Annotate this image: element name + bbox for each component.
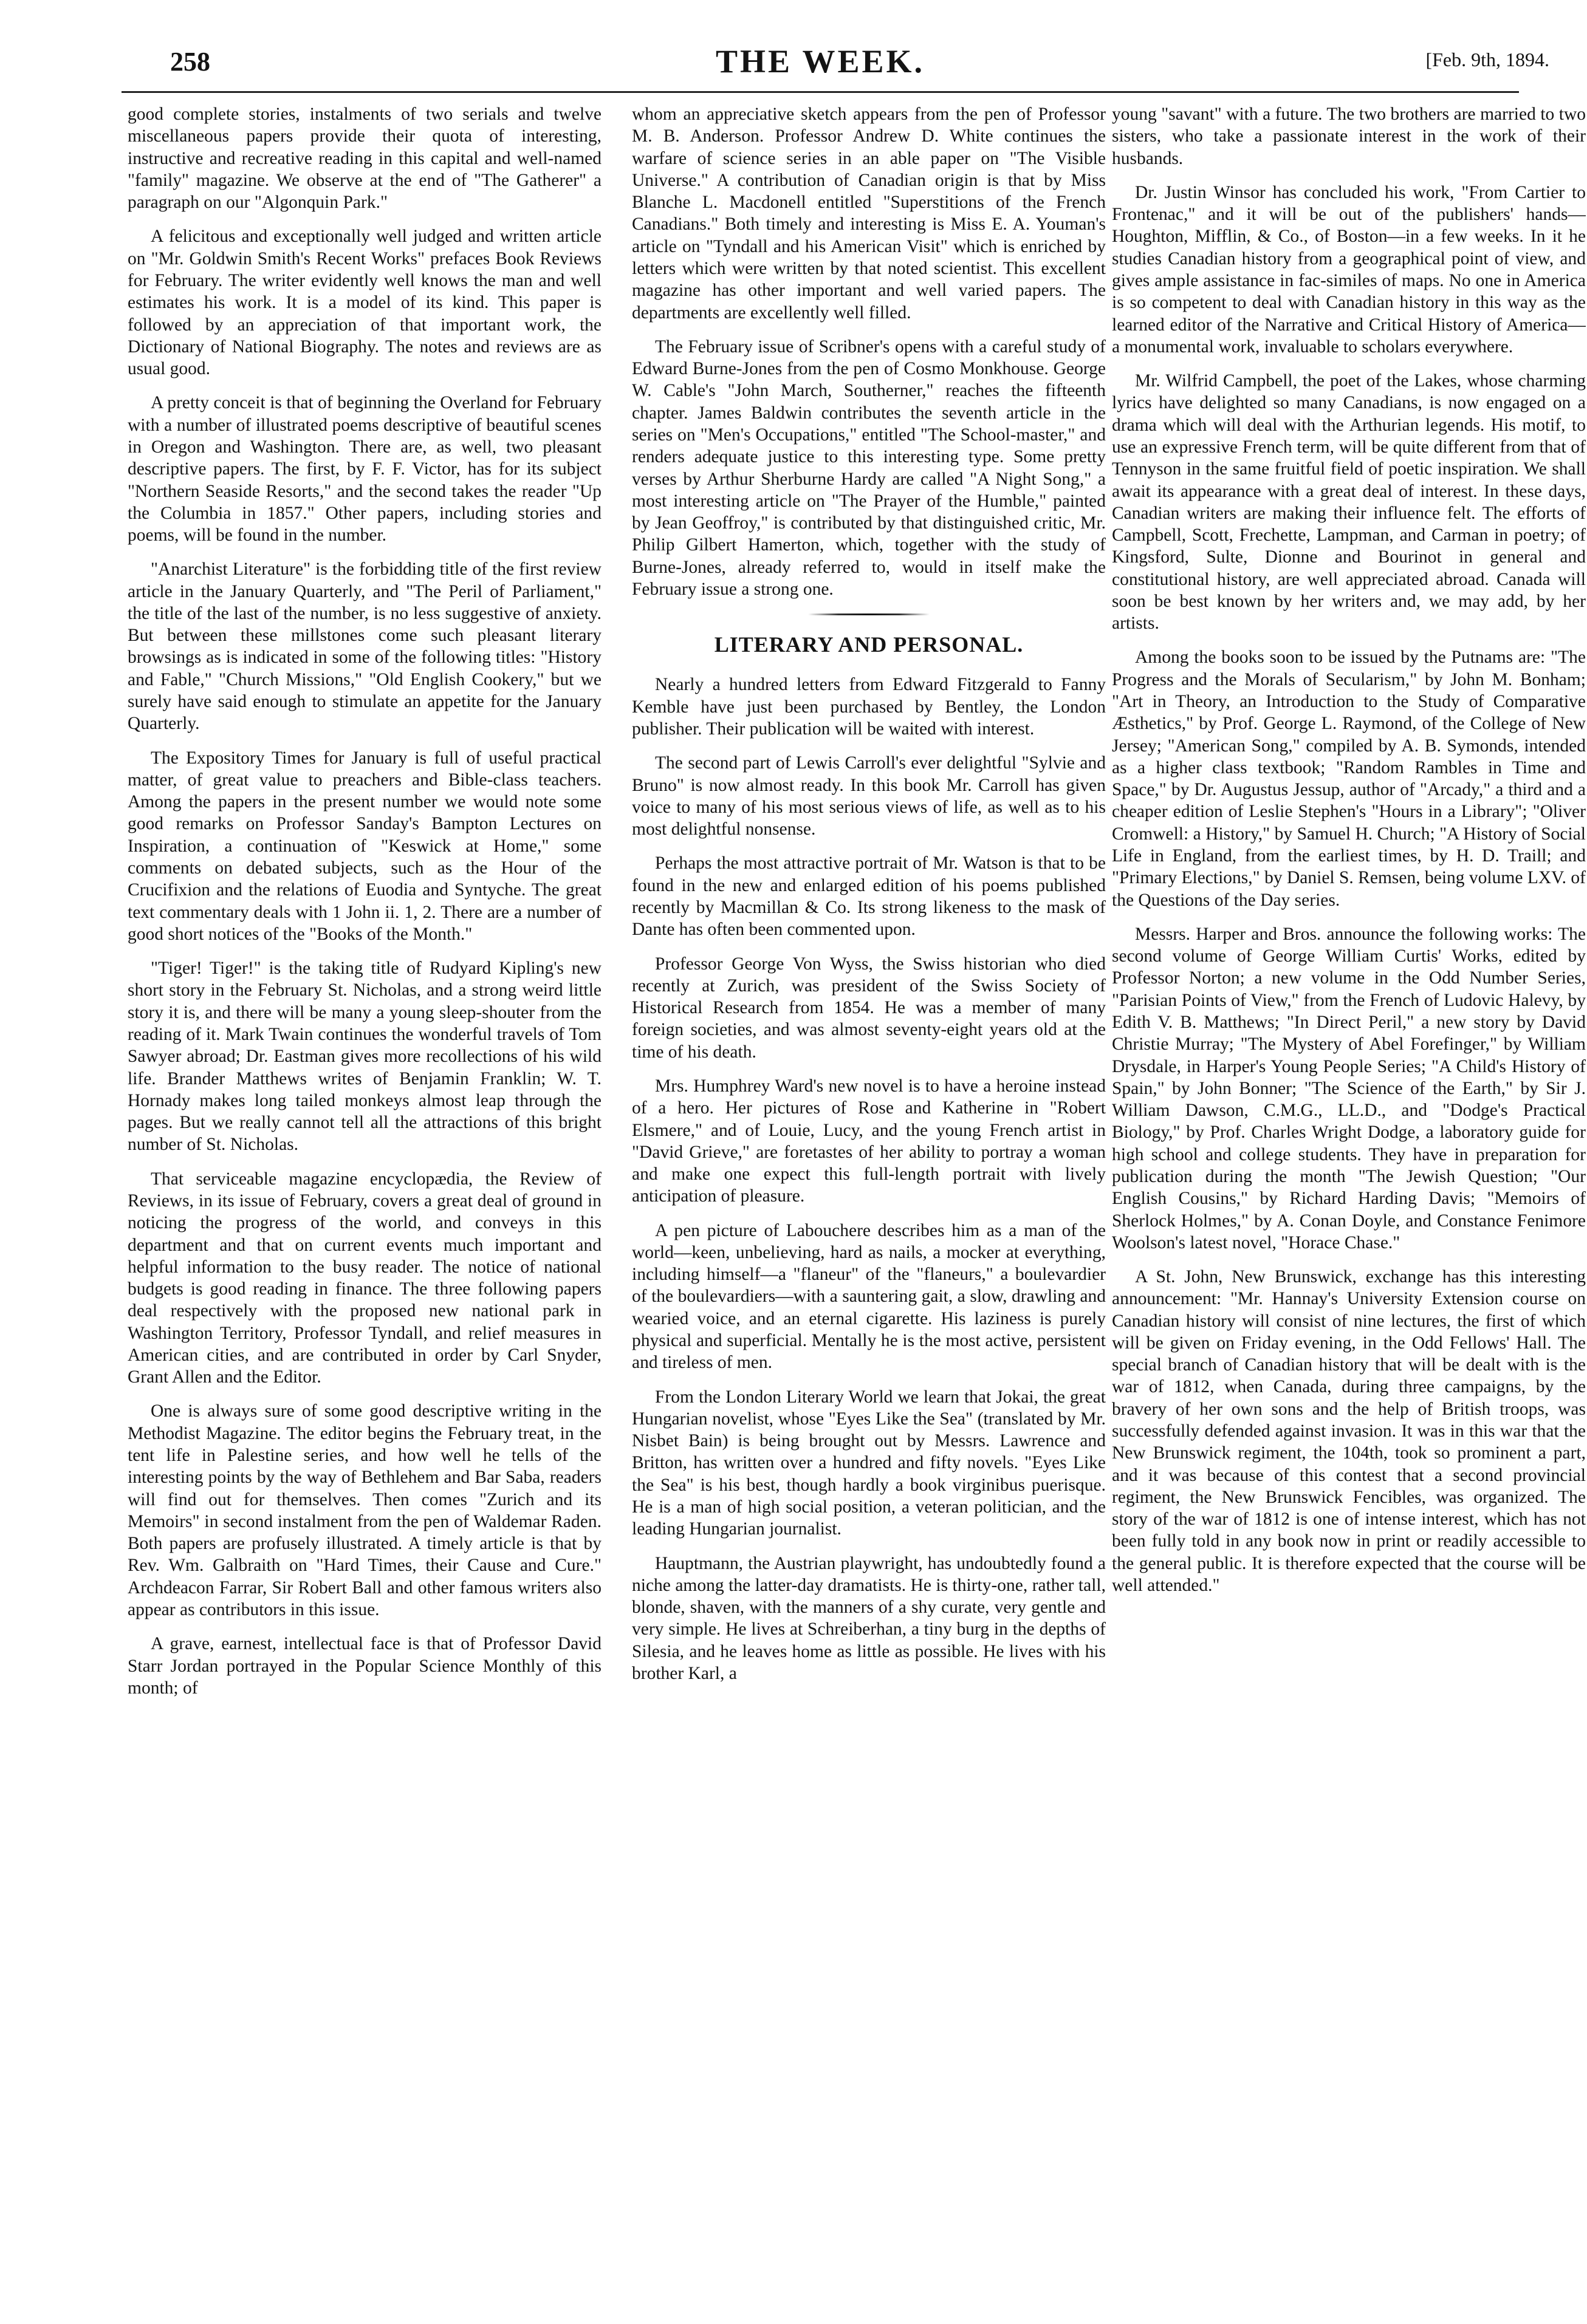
paragraph: A St. John, New Brunswick, exchange has this interesting announcement: "Mr. Hannay's University Extension course on Canadian history will consist of nine lectures, the first of which will be given on Friday evening, in the Odd Fellows' Hall. The special branch of Canadian history that will be dealt with is the war of 1812, when Canada, during three campaigns, by the bravery of her own sons and the help of British troops, was successfully defended against invasion. It was in this war that the New Brunswick regiment, the 104th, took so prominent a part, and it was because of this contest that a second provincial regiment, the New Brunswick Fencibles, was organized. The story of the war of 1812 is one of intense interest, which has not been fully told in any book now in print or readily accessible to the general public. It is therefore expected that the course will be well attended." — [1112, 1267, 1586, 1595]
paragraph: A pretty conceit is that of beginning the Overland for February with a number of illustrated poems descriptive of beautiful scenes in Oregon and Washington. There are, as well, two pleasant descriptive papers. The first, by F. F. Victor, has for its subject "Northern Seaside Resorts," and the second takes the reader "Up the Columbia in 1857." Other papers, including stories and poems, will be found in the number. — [128, 393, 602, 545]
paragraph: "Tiger! Tiger!" is the taking title of Rudyard Kipling's new short story in the February St. Nicholas, and a strong weird little story it is, and there will be many a young sleep-shouter from the reading of it. Mark Twain continues the wonderful travels of Tom Sawyer abroad; Dr. Eastman gives more recollections of his wild life. Brander Matthews writes of Benjamin Franklin; W. T. Hornady makes long tailed monkeys almost leap through the pages. But we really cannot tell all the attractions of this bright number of St. Nicholas. — [128, 959, 602, 1155]
paragraph: From the London Literary World we learn that Jokai, the great Hungarian novelist, whose "Eyes Like the Sea" (translated by Mr. Nisbet Bain) is being brought out by Messrs. Lawrence and Britton, has written over a hundred and fifty novels. "Eyes Like the Sea" is his best, though hardly a book virginibus puerisque. He is a man of high social position, a veteran politician, and the leading Hungarian journalist. — [632, 1387, 1106, 1539]
paragraph: Messrs. Harper and Bros. announce the following works: The second volume of George William Curtis' Works, edited by Professor Norton; a new volume in the Odd Number Series, "Parisian Points of View," from the French of Ludovic Halevy, by Edith V. B. Matthews; "In Direct Peril," a new story by David Christie Murray; "The Mystery of Abel Forefinger," by William Drysdale, in Harper's Young People Series; "A Child's History of Spain," by John Bonner; "The Science of the Earth," by Sir J. William Dawson, C.M.G., LL.D., and "Dodge's Practical Biology," by Prof. Charles Wright Dodge, a laboratory guide for high school and college students. They have in preparation for publication during the month "The Jewish Question; "Our English Cousins," by Richard Harding Davis; "Memoirs of Sherlock Holmes," by A. Conan Doyle, and Constance Fenimore Woolson's latest novel, "Horace Chase." — [1112, 924, 1586, 1253]
paragraph: Mrs. Humphrey Ward's new novel is to have a heroine instead of a hero. Her pictures of Rose and Katherine in "Robert Elsmere," and of Louie, Lucy, and the young French artist in "David Grieve," are foretastes of her ability to portray a woman and make one expect this full-length portrait with lively anticipation of pleasure. — [632, 1076, 1106, 1206]
paragraph: A felicitous and exceptionally well judged and written article on "Mr. Goldwin Smith's Recent Works" prefaces Book Reviews for February. The writer evidently well knows the man and well estimates his work. It is a model of its kind. This paper is followed by an appreciation of that important work, the Dictionary of National Biography. The notes and reviews are as usual good. — [128, 227, 602, 379]
header-rule — [122, 91, 1519, 93]
page-number: 258 — [170, 47, 210, 77]
paragraph: One is always sure of some good descriptive writing in the Methodist Magazine. The editor begins the February treat, in the tent life in Palestine series, and how well he tells of the interesting points by the way of Bethlehem and Bar Saba, readers will find out for themselves. Then comes "Zurich and its Memoirs" in second instalment from the pen of Waldemar Raden. Both papers are profusely illustrated. A timely article is that by Rev. Wm. Galbraith on "Hard Times, their Cause and Cure." Archdeacon Farrar, Sir Robert Ball and other famous writers also appear as contributors in this issue. — [128, 1401, 602, 1619]
paragraph: The second part of Lewis Carroll's ever delightful "Sylvie and Bruno" is now almost ready. In this book Mr. Carroll has given voice to many of his most serious views of life, as well as to his most delightful nonsense. — [632, 753, 1106, 839]
paragraph: Nearly a hundred letters from Edward Fitzgerald to Fanny Kemble have just been purchased by Bentley, the London publisher. Their publication will be waited with interest. — [632, 675, 1106, 739]
paragraph: The Expository Times for January is full of useful practical matter, of great value to preachers and Bible-class teachers. Among the papers in the present number we would note some good remarks on Professor Sanday's Bampton Lectures on Inspiration, a continuation of "Keswick at Home," some comments on debated subjects, such as the Hour of the Crucifixion and the relations of Euodia and Syntyche. The great text commentary deals with 1 John ii. 1, 2. There are a number of good short notices of the "Books of the Month." — [128, 748, 602, 944]
paragraph: That serviceable magazine encyclopædia, the Review of Reviews, in its issue of February, covers a great deal of ground in noticing the progress of the world, and conveys in this department and that on current events much important and helpful information to the busy reader. The notice of national budgets is good reading in finance. The three following papers deal respectively with the proposed new national park in Washington Territory, Professor Tyndall, and relief measures in American cities, and are contributed in order by Carl Snyder, Grant Allen and the Editor. — [128, 1169, 602, 1387]
paragraph: Hauptmann, the Austrian playwright, has undoubtedly found a niche among the latter-day dramatists. He is thirty-one, rather tall, blonde, shaven, with the manners of a shy curate, very gentle and very simple. He lives at Schreiberhan, a tiny burg in the depths of Silesia, and he leaves home as little as possible. He lives with his brother Karl, a — [632, 1553, 1106, 1683]
paragraph: Perhaps the most attractive portrait of Mr. Watson is that to be found in the new and enlarged edition of his poems published recently by Macmillan & Co. Its strong likeness to the mask of Dante has often been commented upon. — [632, 853, 1106, 940]
paragraph: whom an appreciative sketch appears from the pen of Professor M. B. Anderson. Professor Andrew D. White continues the warfare of science series in an able paper on "The Visible Universe." A contribution of Canadian origin is that by Miss Blanche L. Macdonell entitled "Superstitions of the French Canadians." Both timely and interesting is Miss E. A. Youman's article on "Tyndall and his American Visit" which is enriched by letters which were written by that noted scientist. This excellent magazine has other important and well varied papers. The departments are excellently well filled. — [632, 104, 1106, 323]
masthead-title: THE WEEK. — [715, 43, 925, 80]
section-heading: LITERARY AND PERSONAL. — [714, 632, 1024, 657]
page-header — [91, 43, 1549, 91]
paragraph: Among the books soon to be issued by the Putnams are: "The Progress and the Morals of Secularism," by John M. Bonham; "Art in Theory, an Introduction to the Study of Comparative Æsthetics," by Prof. George L. Raymond, of the College of New Jersey; "American Song," compiled by A. B. Symonds, intended as a higher class textbook; "Random Rambles in Time and Space," by Dr. Augustus Jessup, author of "Arcady," a third and a cheaper edition of Leslie Stephen's "Hours in a Library"; "Oliver Cromwell: a History," by Samuel H. Church; "A History of Social Life in England, from the earliest times, by H. D. Traill; and "Primary Elections," by Daniel S. Remsen, being volume LXV. of the Questions of the Day series. — [1112, 648, 1586, 910]
column-2 — [632, 103, 1106, 2290]
paragraph: A grave, earnest, intellectual face is that of Professor David Starr Jordan portrayed in the Popular Science Monthly of this month; of — [128, 1634, 602, 1698]
issue-date: [Feb. 9th, 1894. — [1425, 49, 1549, 70]
column-3 — [1112, 103, 1586, 2290]
paragraph: Professor George Von Wyss, the Swiss historian who died recently at Zurich, was president of the Swiss Society of Historical Research from 1854. He was a member of many foreign societies, and was almost seventy-eight years old at the time of his death. — [632, 954, 1106, 1062]
paragraph: Dr. Justin Winsor has concluded his work, "From Cartier to Frontenac," and it will be out of the publishers' hands—Houghton, Mifflin, & Co., of Boston—in a few weeks. In it he studies Canadian history from a geographical point of view, and gives ample assistance in fac-similes of maps. No one in America is so competent to deal with Canadian history in this way as the learned editor of the Narrative and Critical History of America—a monumental work, invaluable to scholars everywhere. — [1112, 182, 1586, 357]
paragraph: The February issue of Scribner's opens with a careful study of Edward Burne-Jones from the pen of Cosmo Monkhouse. George W. Cable's "John March, Southerner," reaches the fifteenth chapter. James Baldwin contributes the seventh article in the series on "Men's Occupations," entitled "The School-master," and renders adequate justice to this interesting type. Some pretty verses by Arthur Sherburne Hardy are called "A Night Song," a most interesting article on "The Prayer of the Humble," painted by Jean Geoffroy," is contributed by that distinguished critic, Mr. Philip Gilbert Hamerton, which, together with the study of Burne-Jones, already referred to, would in itself make the February issue a strong one. — [632, 337, 1106, 599]
paragraph: A pen picture of Labouchere describes him as a man of the world—keen, unbelieving, hard as nails, a mocker at everything, including himself—a "flaneur" of the "flaneurs," a boulevardier of the boulevardiers—with a sauntering gait, a slow, drawling and wearied voice, and an eternal cigarette. His laziness is purely physical and superficial. Mentally he is the most active, persistent and tireless of men. — [632, 1220, 1106, 1373]
section-divider — [808, 613, 930, 615]
paragraph: young "savant" with a future. The two brothers are married to two sisters, who take a passionate interest in the work of their husbands. — [1112, 104, 1586, 168]
column-1 — [128, 103, 602, 2290]
paragraph: good complete stories, instalments of two serials and twelve miscellaneous papers provide their quota of interesting, instructive and recreative reading in this capital and well-named "family" magazine. We observe at the end of "The Gatherer" a paragraph on our "Algonquin Park." — [128, 104, 602, 213]
paragraph: "Anarchist Literature" is the forbidding title of the first review article in the January Quarterly, and "The Peril of Parliament," the title of the last of the number, is no less suggestive of anxiety. But between these millstones come such pleasant literary browsings as is indicated in some of the following titles: "History and Fable," "Church Missions," "Old English Cookery," but we surely have said enough to stimulate an appetite for the January Quarterly. — [128, 559, 602, 734]
paragraph: Mr. Wilfrid Campbell, the poet of the Lakes, whose charming lyrics have delighted so many Canadians, is now engaged on a drama which will deal with the Arthurian legends. His motif, to use an expressive French term, will be quite different from that of Tennyson in the same fruitful field of poetic inspiration. We shall await its appearance with a great deal of interest. In these days, Canadian writers are making their influence felt. The efforts of Campbell, Scott, Frechette, Lampman, and Carman in poetry; of Kingsford, Sulte, Dionne and Bourinot in general and constitutional history, are well appreciated abroad. Canada will soon be best known by her writers and, we may add, by her artists. — [1112, 371, 1586, 634]
